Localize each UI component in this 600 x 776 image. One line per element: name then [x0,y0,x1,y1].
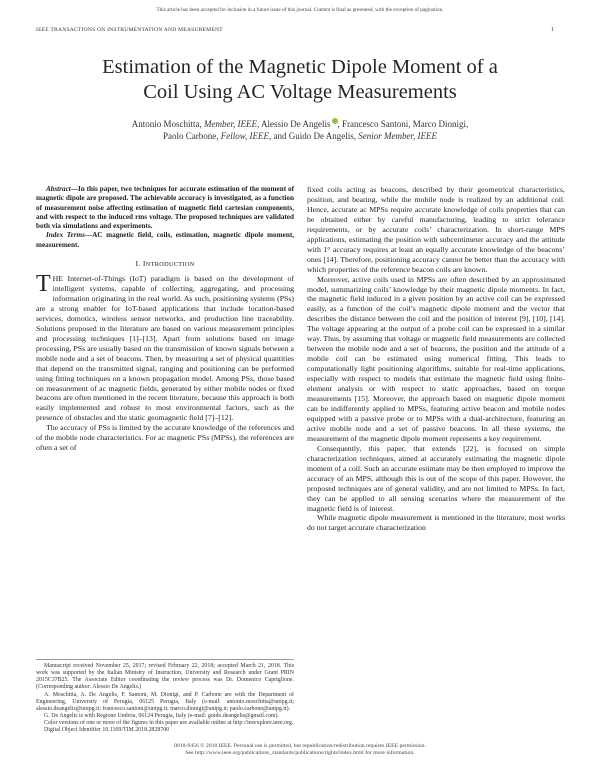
footnote-affiliation-1: A. Moschitta, A. De Angelis, F. Santoni, M. Dionigi, and P. Carbone are with the Department of Engineering, University of Perugia, 06125 Perugia, Italy (e-mail: antonio.moschitta@unipg.it; alessio.deangelis@unipg.it; francesco.santoni@unipg.it; marco.dionigi@unipg.it; paolo.carbone@unipg.it). [36,691,294,712]
copyright-footer [0,743,600,757]
section-title-initial: I [142,259,146,269]
abstract-label: Abstract [46,185,71,193]
copyright-line: 0018-9456 © 2018 IEEE. Personal use is permitted, but republication/redistribution requires IEEE permission. [174,743,426,749]
author-g-deangelis: and Guido De Angelis, [273,130,357,141]
intro-paragraph-2: The accuracy of PSs is limited by the accurate knowledge of the references and of the mobile node characteristics. For ac magnetic PSs (MPSs), the references are often a set of [36,423,294,453]
title-line-1: Estimation of the Magnetic Dipole Moment of a [102,56,498,78]
rights-link[interactable]: See http://www.ieee.org/publications_standards/publications/rights/index.html for more information. [185,750,415,757]
index-terms: Index Terms—AC magnetic field, coils, estimation, magnetic dipole moment, measurement. [36,231,295,249]
index-terms-text: AC magnetic field, coils, estimation, magnetic dipole moment, measurement. [36,231,295,249]
abstract-text: In this paper, two techniques for accurate estimation of the moment of magnetic dipole are proposed. The achievable accuracy is investigated, as a function of measurement noise affecting estimation of magnetic field cartesian components, and with respect to the induced rms voltage. The proposed techniques are validated both via simulations and experiments. [36,185,294,231]
author-line-2 [40,131,560,143]
intro-paragraph-1 [36,271,294,423]
section-title-rest: NTRODUCTION [145,261,195,269]
footnotes [36,659,294,735]
author-role: Fellow, IEEE, [220,130,272,141]
body-paragraph: Moreover, active coils used in MPSs are often described by an approximated model, summarizing coils’ knowledge by their magnetic dipole moments. In fact, the magnetic field induced in a given position by an active coil can be expressed easily, as a function of the coil’s magnetic dipole moment and the vector that describes the distance between the coil and the position of interest [9], [10], [14]. The voltage appearing at the output of a probe coil can be expressed in a similar way. Thus, by assuming that voltage or magnetic field measurements are collected between the mobile node and a set of beacons, the position and the attitude of a mobile coil can be estimated using numerical fitting. This leads to computationally light positioning algorithms, suitable for real-time applications, especially with respect to models that estimate the magnetic field using finite-element analysis or with respect to static approaches, based on torque measurements [15]. Moreover, the approach based on magnetic dipole moment can be indifferently applied to MPSs, featuring active beacon and mobile nodes equipped with a passive probe or to MPSs with a dual-architecture, featuring an active mobile node and a set of passive beacons. In all these systems, the measurement of the magnetic dipole moment represents a key requirement. [307,274,565,443]
drop-cap: T [36,271,51,298]
abstract: Abstract—In this paper, two techniques for accurate estimation of the moment of magnetic dipole are proposed. The achievable accuracy is investigated, as a function of measurement noise affecting estimation of magnetic field cartesian components, and with respect to the induced rms voltage. The proposed techniques are validated both via simulations and experiments. [36,185,294,231]
footnote-color: Color versions of one or more of the figures in this paper are available online at http://ieeexplore.ieee.org. [44,720,294,727]
footnote-doi: Digital Object Identifier 10.1109/TIM.2018.2828700 [44,727,170,734]
author-others: , Francesco Santoni, Marco Dionigi, [337,119,469,129]
section-numeral: I. [135,259,141,269]
author-carbone: Paolo Carbone, [162,130,219,141]
author-role: Member, IEEE, [204,119,260,129]
acceptance-notice: This article has been accepted for inclusion in a future issue of this journal. Content is final as presented, with the exception of pagination. [156,7,444,13]
title-line-2: Coil Using AC Voltage Measurements [143,81,457,103]
author-moschitta: Antonio Moschitta, [131,119,202,129]
paragraph-text: HE Internet-of-Things (IoT) paradigm is based on the development of intelligent systems, capable of collecting, aggregating, and processing information originating in the real world. As such, positioning systems (PSs) are a strong enabler for IoT-based applications that include location-based services, domotics, wireless sensor networks, and production line traceability. Solutions proposed in the literature are based on various measurement principles and processing techniques [1]–[13]. Apart from solutions based on image processing, PSs are usually based on the transmission of known signals between a mobile node and a set of beacons. Then, by measuring a set of physical quantities that depend on the transmitted signal, ranging and positioning can be performed using fitting techniques on a known propagation model. Among PSs, those based on measurement of ac magnetic fields, generated by either mobile nodes or fixed beacons are often mentioned in the recent literature, because this approach is both easily implemented and robust to most environmental factors, such as the presence of obstacles and the static geomagnetic field [7]–[12]. [36,274,294,423]
body-paragraph: Consequently, this paper, that extends [22], is focused on simple characterization techniques, aimed at accurately estimating the magnetic dipole moment of a coil. Such an accurate estimate may be then employed to improve the accuracy of an MPS, although this is out of the scope of this paper. However, the proposed techniques are of general validity, and are not limited to MPSs. In fact, they can be applied to all sensing scenarios where the measurement of the magnetic field is of interest. [307,443,565,513]
footnote-affiliation-2: G. De Angelis is with Regione Umbria, 06124 Perugia, Italy (e-mail: guido.deangelis@gmail.com). [44,713,279,720]
section-heading [36,259,294,270]
body-paragraph: While magnetic dipole measurement is mentioned in the literature, most works do not target accurate characterization [307,513,565,533]
left-column [36,185,294,453]
author-deangelis[interactable]: Alessio De Angelis [261,119,331,129]
body-paragraph-continued: fixed coils acting as beacons, described by their geometrical characteristics, position, and bearing, while the mobile node is realized by an additional coil. Hence, accurate ac MPSs require accurate knowledge of coils properties that can be obtained either by careful manufacturing, leading to strict tolerance requirements, or by accurate coils’ characterization. In short-range MPS applications, estimating the position with subcentimeter accuracy and the attitude with 1° accuracy requires at least an equally accurate knowledge of the beacons’ ones [14]. Therefore, positioning accuracy cannot be better than the accuracy with which properties of the reference beacon coils are known. [307,185,565,274]
author-line-1 [40,118,560,131]
right-column [307,185,565,533]
page-number: 1 [551,27,554,33]
author-role: Senior Member, IEEE [358,130,438,141]
footnote-manuscript: Manuscript received November 25, 2017; revised February 22, 2018; accepted March 21, 2018. This work was supported by the Italian Ministry of Instruction, University and Research under Grant PRIN 2015C37B25. The Associate Editor coordinating the review process was Dr. Domenico Capriglione. (Corresponding author: Alessio De Angelis.) [36,663,294,691]
journal-running-header: IEEE TRANSACTIONS ON INSTRUMENTATION AND MEASUREMENT [36,27,223,33]
paper-title [40,55,560,105]
index-terms-label: Index Terms [46,231,85,240]
author-list [40,118,560,142]
